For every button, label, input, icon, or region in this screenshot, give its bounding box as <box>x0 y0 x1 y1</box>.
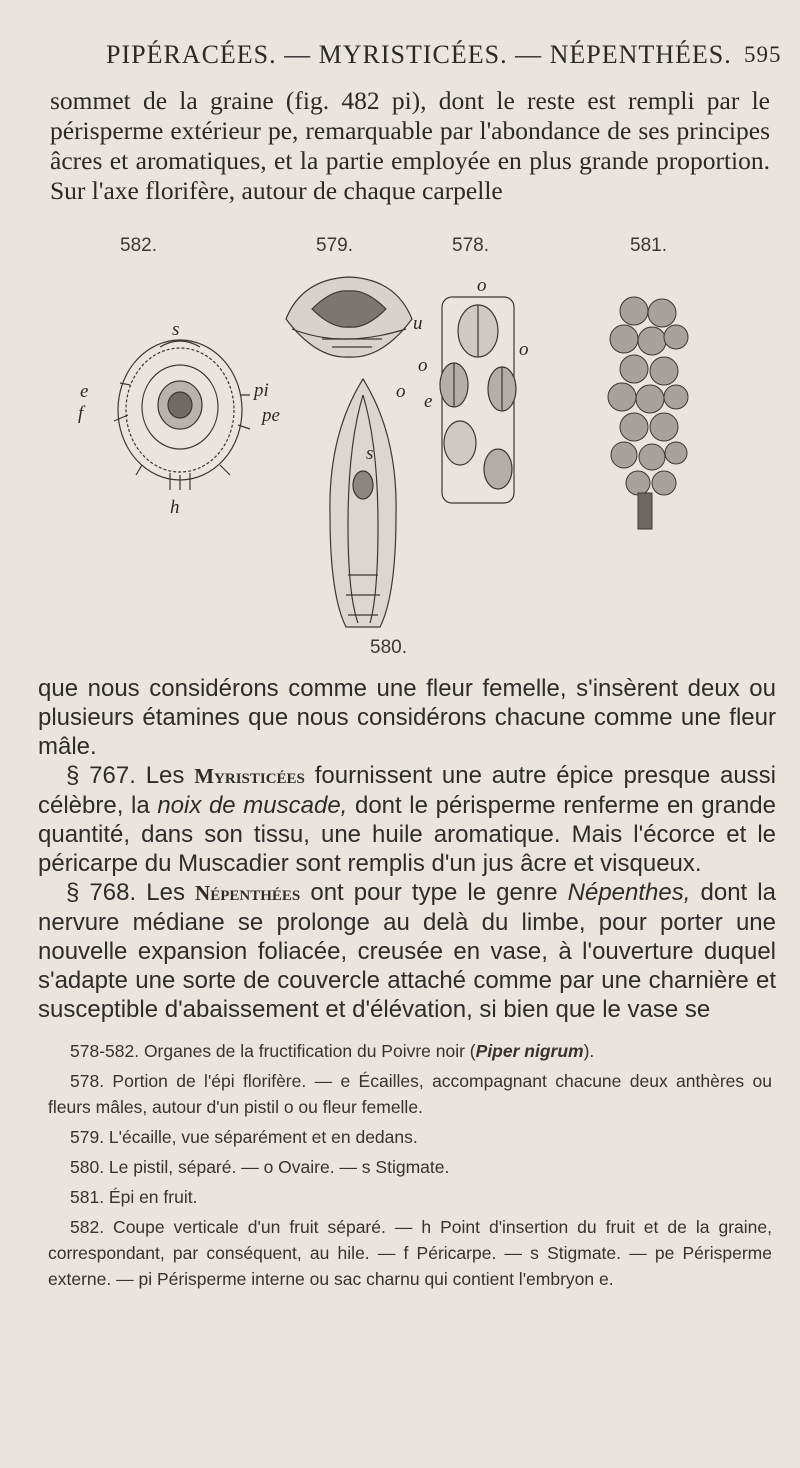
section-767-les: Les <box>145 762 185 789</box>
fig-580-number: 580. <box>370 637 407 658</box>
label-s-582: s <box>172 319 180 340</box>
section-768-number: § 768. <box>66 879 137 906</box>
label-e-582: e <box>80 381 89 402</box>
section-768 <box>38 878 776 1024</box>
fig-582-number: 582. <box>120 235 157 256</box>
fig-579-number: 579. <box>316 235 353 256</box>
label-o-580: o <box>396 381 406 402</box>
continuation-paragraph: que nous considérons comme une fleur femelle, s'insèrent deux ou plusieurs étamines que nous considérons chacune comme une fleur mâle. <box>38 675 776 760</box>
section-767-text-a: fournissent une autre épice presque aussi célèbre, la <box>38 762 777 819</box>
section-767-heading: Myristicées <box>194 764 305 788</box>
label-o-578-top: o <box>477 275 487 296</box>
label-e-578: e <box>424 391 433 412</box>
label-u-578: u <box>413 313 423 334</box>
section-768-heading: Népenthées <box>195 881 301 905</box>
section-767-text-b: dont le périsperme renferme en grande quantité, dans son tissu, une huile aromatique. Mais l'écorce et le péricarpe du Muscadier sont remplis d'un jus âcre et visqueux. <box>38 792 776 877</box>
label-f-582: f <box>78 403 84 424</box>
section-768-text-b: dont la nervure médiane se prolonge au delà du limbe, pour porter une nouvelle expansion foliacée, creusée en vase, à l'ouverture duquel s'adapte une sorte de couvercle attaché comme par une charnière et susceptible d'abaissement et d'élévation, si bien que le vase se <box>38 879 776 1023</box>
fig-578-number: 578. <box>452 235 489 256</box>
opening-paragraph <box>50 86 770 206</box>
header-title: PIPÉRACÉES. — MYRISTICÉES. — NÉPENTHÉES. <box>106 40 732 69</box>
caption-general-b: ). <box>583 1041 595 1061</box>
opening-text: sommet de la graine (fig. 482 pi), dont le reste est rempli par le périsperme extérieur pe, remarquable par l'abondance de ses principes âcres et aromatiques, et la partie employée en plus grande proportion. Sur l'axe florifère, autour de chaque carpelle <box>50 86 770 205</box>
section-768-italic: Népenthes, <box>567 879 691 906</box>
fig-579-drawing <box>282 269 416 369</box>
label-o-578-right: o <box>519 339 529 360</box>
caption-581: 581. Épi en fruit. <box>70 1187 198 1207</box>
section-767-number: § 767. <box>66 762 136 789</box>
main-text <box>38 674 776 1024</box>
section-768-text-a: ont pour type le genre <box>310 879 558 906</box>
fig-581-drawing <box>594 293 698 533</box>
page-number: 595 <box>744 42 782 67</box>
caption-general-italic: Piper nigrum <box>475 1041 584 1061</box>
label-pi-582: pi <box>254 380 269 401</box>
label-o-578-left: o <box>418 355 428 376</box>
fig-581-number: 581. <box>630 235 667 256</box>
caption-578-582 <box>48 1038 772 1064</box>
caption-general-a: 578-582. Organes de la fructification du Poivre noir ( <box>70 1041 476 1061</box>
fig-578-drawing <box>428 293 528 508</box>
label-s-580: s <box>366 443 374 464</box>
section-768-les: Les <box>146 879 185 906</box>
section-767 <box>38 761 776 878</box>
fig-582-drawing <box>100 325 260 495</box>
caption-578: 578. Portion de l'épi florifère. — e Écailles, accompagnant chacune deux anthères ou fleurs mâles, autour d'un pistil o ou fleur femelle. <box>48 1071 772 1117</box>
figure-plate <box>0 235 800 665</box>
label-h-582: h <box>170 497 180 518</box>
caption-582: 582. Coupe verticale d'un fruit séparé. — h Point d'insertion du fruit et de la graine, correspondant, par conséquent, au hile. — f Péricarpe. — s Stigmate. — pe Périsperme externe. — pi Périsperme interne ou sac charnu qui contient l'embryon e. <box>48 1217 772 1289</box>
caption-580: 580. Le pistil, séparé. — o Ovaire. — s Stigmate. <box>70 1157 450 1177</box>
section-767-italic: noix de muscade, <box>157 792 348 819</box>
fig-580-drawing <box>318 375 408 635</box>
running-header <box>0 40 800 80</box>
caption-579: 579. L'écaille, vue séparément et en dedans. <box>70 1127 418 1147</box>
figure-captions <box>48 1038 772 1296</box>
label-pe-582: pe <box>262 405 280 426</box>
